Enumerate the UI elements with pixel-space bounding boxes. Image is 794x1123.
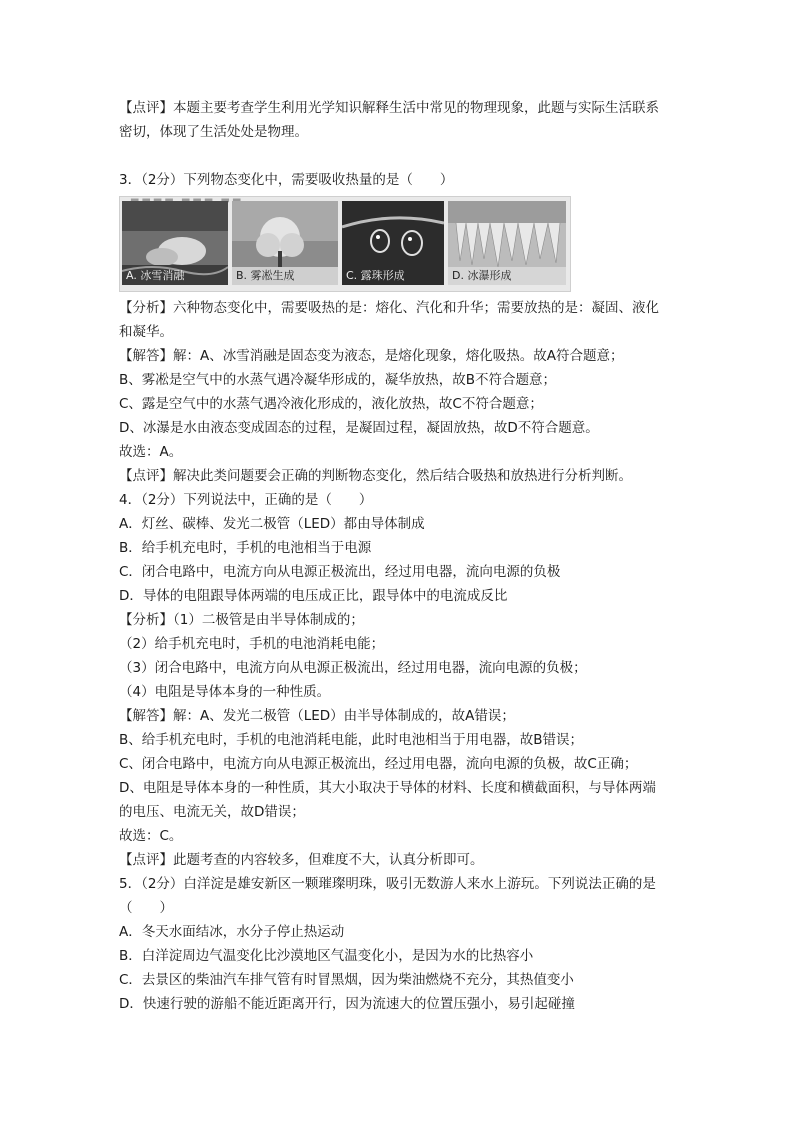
question-4-stem: 4．（2分）下列说法中，正确的是（ ） [119, 492, 373, 508]
comment-text-line: 【点评】本题主要考查学生利用光学知识解释生活中常见的物理现象，此题与实际生活联系 [119, 100, 659, 116]
analysis-line: 和凝华。 [119, 324, 173, 340]
solution-line: B、雾凇是空气中的水蒸气遇冷凝华形成的，凝华放热，故B不符合题意； [119, 372, 557, 388]
photo-caption-a: A. 冰雪消融 [126, 269, 185, 282]
analysis-line: （3）闭合电路中，电流方向从电源正极流出，经过用电器，流向电源的负极； [119, 660, 587, 676]
frozen-waterfall-photo [448, 201, 566, 285]
analysis-line: 【分析】六种物态变化中，需要吸热的是：熔化、汽化和升华；需要放热的是：凝固、液化 [119, 300, 659, 316]
solution-line: 的电压、电流无关，故D错误； [119, 804, 305, 820]
answer-line: 故选：C。 [119, 828, 183, 844]
comment-text-line: 密切，体现了生活处处是物理。 [119, 124, 308, 140]
question-3-photo-strip [119, 196, 571, 292]
solution-line: 【解答】解：A、冰雪消融是固态变为液态，是熔化现象，熔化吸热。故A符合题意； [119, 348, 624, 364]
option-b: B．给手机充电时，手机的电池相当于电源 [119, 540, 372, 556]
analysis-line: （2）给手机充电时，手机的电池消耗电能； [119, 636, 385, 652]
dew-drops-photo [342, 201, 444, 285]
photo-strip-faded-header: ▬▬ [220, 196, 244, 206]
solution-line: C、露是空气中的水蒸气遇冷液化形成的，液化放热，故C不符合题意； [119, 396, 543, 412]
photo-caption-b: B. 雾凇生成 [236, 269, 295, 282]
solution-line: D、电阻是导体本身的一种性质，其大小取决于导体的材料、长度和横截面积，与导体两端 [119, 780, 656, 796]
option-d: D．导体的电阻跟导体两端的电压成正比，跟导体中的电流成反比 [119, 588, 508, 604]
photo-caption-d: D. 冰瀑形成 [452, 269, 512, 282]
answer-line: 故选：A。 [119, 444, 183, 460]
solution-line: 【解答】解：A、发光二极管（LED）由半导体制成的，故A错误； [119, 708, 515, 724]
option-a: A．冬天水面结冰，水分子停止热运动 [119, 924, 345, 940]
solution-line: B、给手机充电时，手机的电池消耗电能，此时电池相当于用电器，故B错误； [119, 732, 584, 748]
photo-caption-c: C. 露珠形成 [346, 269, 405, 282]
analysis-line: （4）电阻是导体本身的一种性质。 [119, 684, 331, 700]
frost-tree-photo [232, 201, 338, 285]
question-5-stem: 5．（2分）白洋淀是雄安新区一颗璀璨明珠，吸引无数游人来水上游玩。下列说法正确的是 [119, 876, 656, 892]
option-a: A．灯丝、碳棒、发光二极管（LED）都由导体制成 [119, 516, 425, 532]
solution-line: C、闭合电路中，电流方向从电源正极流出，经过用电器，流向电源的负极，故C正确； [119, 756, 638, 772]
comment-line: 【点评】此题考查的内容较多，但难度不大，认真分析即可。 [119, 852, 484, 868]
question-3-stem: 3．（2分）下列物态变化中，需要吸收热量的是（ ） [119, 172, 454, 188]
option-d: D．快速行驶的游船不能近距离开行，因为流速大的位置压强小，易引起碰撞 [119, 996, 575, 1012]
melting-snow-photo [122, 201, 228, 285]
option-b: B．白洋淀周边气温变化比沙漠地区气温变化小，是因为水的比热容小 [119, 948, 534, 964]
question-5-paren: （ ） [119, 900, 173, 916]
comment-line: 【点评】解决此类问题要会正确的判断物态变化，然后结合吸热和放热进行分析判断。 [119, 468, 632, 484]
option-c: C．去景区的柴油汽车排气管有时冒黑烟，因为柴油燃烧不充分，其热值变小 [119, 972, 574, 988]
option-c: C．闭合电路中，电流方向从电源正极流出，经过用电器，流向电源的负极 [119, 564, 561, 580]
analysis-line: 【分析】（1）二极管是由半导体制成的； [119, 612, 364, 628]
solution-line: D、冰瀑是水由液态变成固态的过程，是凝固过程，凝固放热，故D不符合题意。 [119, 420, 599, 436]
